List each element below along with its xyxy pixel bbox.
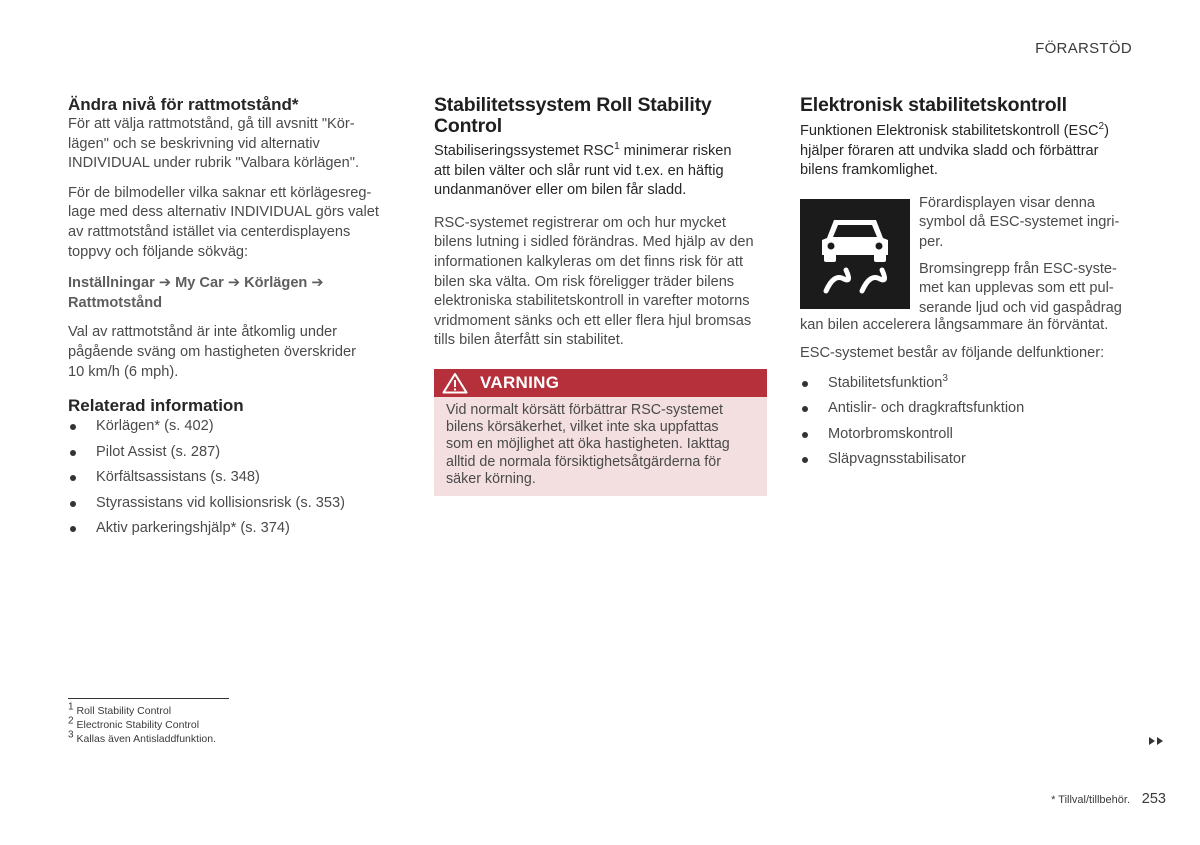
text-line: serande ljud och vid gaspådrag (919, 299, 1122, 316)
esc-function-label: Antislir- och dragkraftsfunktion (828, 400, 1025, 417)
text-line: 10 km/h (6 mph). (68, 363, 179, 380)
heading-steering-resistance: Ändra nivå för rattmotstånd* (68, 95, 299, 114)
text-line: toppvy och följande sökväg: (68, 243, 249, 260)
text-line: Val av rattmotstånd är inte åtkomlig under (68, 324, 338, 341)
related-list (68, 417, 390, 539)
text-line: säker körning. (446, 470, 536, 487)
footnote-ref: 1 (614, 141, 620, 153)
column-esc (800, 95, 1132, 476)
text-segment: Funktionen Elektronisk stabilitetskontroll (ESC (800, 123, 1099, 139)
paragraph-symbol-shown (919, 194, 1132, 253)
paragraph-rsc-body (434, 214, 767, 351)
paragraph-esc-intro (800, 122, 1132, 181)
text-line: som en möjlighet att öka hastigheten. Iakttag (446, 436, 730, 453)
warning-title: VARNING (480, 372, 560, 392)
footnote (68, 715, 368, 732)
settings-path-line: Inställningar ➔ My Car ➔ Körlägen ➔ (68, 275, 324, 292)
related-link[interactable]: Pilot Assist (s. 287) (68, 443, 390, 463)
footnote-number: 3 (68, 729, 74, 741)
settings-path (68, 274, 390, 313)
text-line: För de bilmodeller vilka saknar ett körlägesreg- (68, 184, 372, 201)
text-line: symbol då ESC-systemet ingri- (919, 214, 1120, 231)
heading-esc: Elektronisk stabilitetskontroll (800, 94, 1067, 116)
column-roll-stability (434, 95, 767, 496)
esc-function-item (800, 450, 1132, 470)
paragraph-no-drive-mode (68, 184, 390, 262)
paragraph-speed-limit (68, 323, 390, 382)
continue-arrow-icon[interactable] (1148, 735, 1166, 750)
heading-related-information: Relaterad information (68, 396, 244, 416)
warning-box (434, 369, 767, 496)
related-link[interactable]: Körfältsassistans (s. 348) (68, 468, 390, 488)
esc-function-list (800, 374, 1132, 470)
text-line: vridmoment sänks och ett eller flera hjul bromsas (434, 312, 752, 329)
paragraph-esc-subfunctions: ESC-systemet består av följande delfunktioner: (800, 345, 1105, 362)
warning-text (434, 397, 767, 496)
text-line: bilens framkomlighet. (800, 162, 938, 179)
heading-line: Stabilitetssystem Roll Stability (434, 94, 712, 116)
text-line: elektroniska stabilitetskontroll in varefter motorns (434, 293, 750, 310)
text-line: undanmanöver eller om bilen får sladd. (434, 182, 687, 199)
footnote-text: Electronic Stability Control (76, 719, 200, 732)
section-title: FÖRARSTÖD (1035, 40, 1132, 57)
text-line: bilens lutning i sidled förändras. Med hjälp av den (434, 234, 754, 251)
paragraph-brake-continued: kan bilen accelerera långsammare än förväntat. (800, 316, 1109, 333)
paragraph-brake-intervention (919, 260, 1132, 319)
footnote (68, 729, 368, 746)
footnote-ref: 2 (1098, 121, 1105, 133)
esc-function-label: Släpvagnsstabilisator (828, 451, 966, 468)
text-line: tills bilen återfått sin stabilitet. (434, 332, 624, 349)
text-line: Förardisplayen visar denna (919, 194, 1096, 211)
heading-line: Control (434, 115, 502, 137)
footnotes (68, 698, 368, 747)
optional-equipment-note: * Tillval/tillbehör. (1051, 794, 1130, 806)
footnote-number: 1 (68, 701, 74, 713)
esc-function-label: Motorbromskontroll (828, 425, 953, 442)
footnote-text: Kallas även Antisladdfunktion. (76, 733, 216, 746)
footnote-text: Roll Stability Control (76, 705, 172, 717)
text-line: bilen ska välta. Om risk föreligger träder bilens (434, 273, 735, 290)
settings-path-line: Rattmotstånd (68, 294, 163, 311)
text-line: lägen" och se beskrivning vid alternativ (68, 135, 320, 152)
footnote (68, 701, 368, 718)
text-segment: minimerar risken (619, 143, 732, 159)
esc-function-item (800, 374, 1132, 394)
text-line: met kan upplevas som ett pul- (919, 280, 1114, 297)
footnote-number: 2 (68, 715, 74, 727)
text-line: att bilen välter och slår runt vid t.ex. en häftig (434, 162, 724, 179)
text-line: hjälper föraren att undvika sladd och förbättrar (800, 142, 1099, 159)
column-steering-resistance (68, 95, 390, 545)
paragraph-select-resistance (68, 115, 390, 174)
paragraph-rsc-intro (434, 142, 767, 201)
warning-triangle-icon (442, 372, 468, 394)
esc-function-label: Stabilitetsfunktion (828, 374, 943, 391)
related-link[interactable]: Körlägen* (s. 402) (68, 417, 390, 437)
text-line: Bromsingrepp från ESC-syste- (919, 260, 1117, 277)
footnote-divider (68, 698, 229, 699)
text-line: informationen kalkyleras om det finns risk för att (434, 253, 744, 270)
text-segment: Stabiliseringssystemet RSC (434, 143, 615, 159)
warning-header (434, 369, 767, 397)
esc-function-item (800, 425, 1132, 445)
heading-roll-stability (434, 95, 767, 137)
related-link[interactable]: Styrassistans vid kollisionsrisk (s. 353) (68, 494, 390, 514)
page-number: 253 (1141, 791, 1166, 807)
esc-function-item (800, 399, 1132, 419)
text-line: INDIVIDUAL under rubrik "Valbara körlägen". (68, 155, 360, 172)
footnote-ref: 3 (942, 373, 948, 385)
text-line: alltid de normala försiktighetsåtgärderna för (446, 453, 721, 470)
text-line: per. (919, 233, 944, 250)
text-line: lage med dess alternativ INDIVIDUAL görs valet (68, 204, 379, 221)
esc-skid-symbol-icon (800, 199, 910, 309)
text-line: av rattmotstånd istället via centerdisplayens (68, 223, 351, 240)
text-line: Vid normalt körsätt förbättrar RSC-systemet (446, 401, 724, 418)
text-segment: ) (1104, 123, 1109, 139)
text-line: bilens körsäkerhet, vilket inte ska uppfattas (446, 419, 719, 436)
text-line: För att välja rattmotstånd, gå till avsnitt "Kör- (68, 116, 355, 132)
related-link[interactable]: Aktiv parkeringshjälp* (s. 374) (68, 519, 390, 539)
text-line: pågående sväng om hastigheten överskrider (68, 343, 357, 360)
esc-symbol-block (800, 194, 1132, 316)
text-line: RSC-systemet registrerar om och hur mycket (434, 214, 726, 231)
